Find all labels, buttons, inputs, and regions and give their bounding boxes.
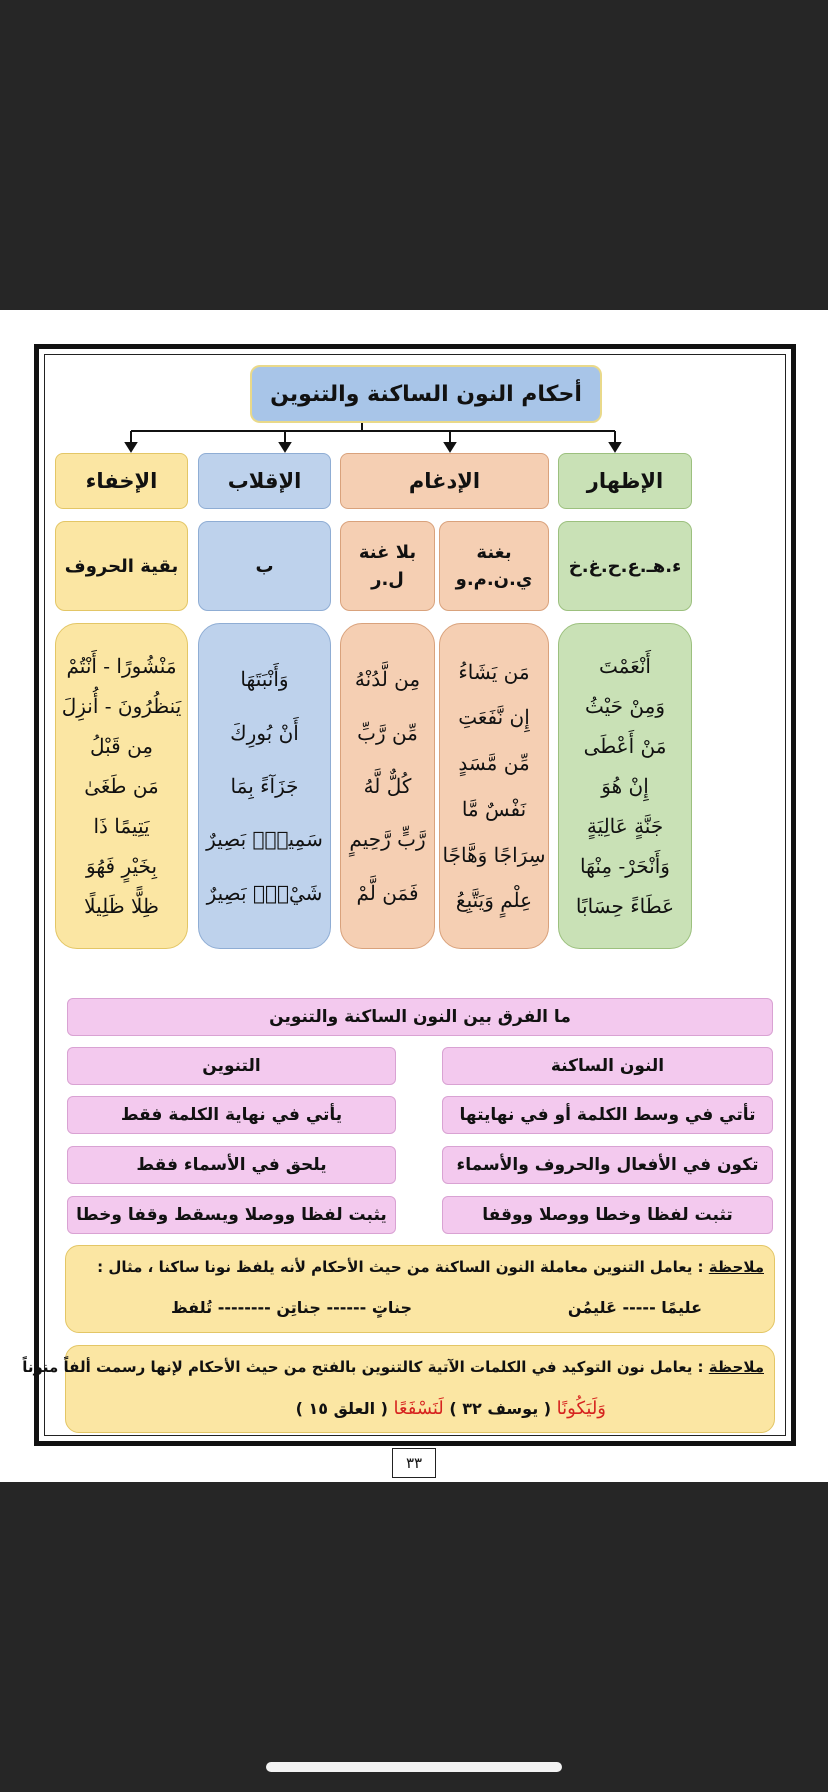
note-example-a: عليمًا ----- عَليمُن — [567, 1298, 702, 1317]
example-item: مَن طَغَىٰ — [84, 774, 159, 798]
example-item: جَنَّةٍ عَالِيَةٍ — [586, 814, 664, 838]
note-tag: ملاحظة — [708, 1258, 764, 1276]
tawkeed-ref-2: ( العلق ١٥ ) — [295, 1399, 388, 1418]
letters-izhar — [558, 521, 692, 611]
example-item: يَنظُرُونَ - أُنزِلَ — [61, 694, 182, 718]
letters-ikhfa — [55, 521, 188, 611]
document-page — [0, 310, 828, 1482]
noon-row: تكون في الأفعال والحروف والأسماء — [442, 1146, 773, 1184]
page-title: أحكام النون الساكنة والتنوين — [250, 365, 602, 423]
examples-idgham-without-ghunna — [340, 623, 435, 949]
example-item: وَمِنْ حَيْثُ — [585, 694, 665, 718]
note-noon-tawkeed — [22, 1345, 775, 1433]
example-item: رَّبٍّ رَّحِيمٍ — [349, 827, 426, 852]
note-example-line — [296, 1398, 606, 1419]
example-item: أَنْ بُورِكَ — [230, 720, 299, 745]
difference-heading: ما الفرق بين النون الساكنة والتنوين — [67, 998, 773, 1036]
tanween-column-header: التنوين — [67, 1047, 396, 1085]
example-item: مِّن مَّسَدٍ — [458, 751, 530, 776]
example-item: كُلٌّ لَّهُ — [363, 773, 412, 798]
note-tanween-line — [97, 1258, 764, 1276]
example-item: ظِلًّا ظَلِيلًا — [84, 894, 159, 918]
example-item: مِّن رَّبِّ — [357, 720, 418, 745]
example-item: مَنْ أَعْطَى — [583, 734, 667, 758]
idgham-with-ghunna-letters: ي.ن.م.و — [455, 569, 533, 590]
page-number: ٣٣ — [392, 1448, 436, 1478]
tanween-row: يأتي في نهاية الكلمة فقط — [67, 1096, 396, 1134]
page-frame — [22, 344, 796, 1446]
example-item: بِخَيْرٍ فَهُوَ — [86, 854, 158, 878]
example-item: سَمِيعٌۢ بَصِيرٌ — [206, 827, 323, 852]
note-example-b: جناتٍ ------ جناتِن -------- تُلفظ — [170, 1298, 412, 1317]
heading-ikhfa: الإخفاء — [55, 453, 188, 509]
example-item: عِلْمٍ وَيَتَّبِعُ — [455, 888, 533, 913]
idgham-with-ghunna-title: بغنة — [476, 542, 512, 563]
tanween-row: يثبت لفظا ووصلا ويسقط وقفا وخطا — [67, 1196, 396, 1234]
note-tawkeed-line — [22, 1358, 764, 1376]
example-item: إِن نَّفَعَتِ — [458, 705, 530, 730]
heading-idgham: الإدغام — [340, 453, 549, 509]
letters-idgham-without-ghunna — [340, 521, 435, 611]
letters-izhar-text: ء.هـ.ع.ح.غ.خ — [568, 555, 682, 577]
page-inner-frame — [22, 354, 786, 1436]
example-item: مَنْشُورًا - أَنْتُمْ — [66, 654, 177, 678]
example-item: وَأَنْبَتَهَا — [240, 667, 289, 692]
example-item: عَطَاءً حِسَابًا — [575, 894, 675, 918]
letters-ikhfa-text: بقية الحروف — [64, 555, 179, 577]
example-item: سِرَاجًا وَهَّاجًا — [442, 842, 546, 867]
example-item: مِن قَبْلُ — [89, 734, 154, 758]
home-indicator[interactable] — [266, 1762, 562, 1772]
examples-idgham-with-ghunna — [439, 623, 549, 949]
note-text: : يعامل التنوين معاملة النون الساكنة من حيث الأحكام لأنه يلفظ نونا ساكنا ، مثال : — [97, 1258, 704, 1276]
example-item: وَأَنْحَرْ- مِنْهَا — [580, 854, 670, 878]
noon-row: تأتي في وسط الكلمة أو في نهايتها — [442, 1096, 773, 1134]
examples-iqlab — [198, 623, 331, 949]
example-item: مِن لَّدُنْهُ — [354, 667, 421, 692]
example-item: فَمَن لَّمْ — [356, 880, 419, 905]
example-item: يَتِيمًا ذَا — [93, 814, 150, 838]
note-tag: ملاحظة — [708, 1358, 764, 1376]
heading-izhar: الإظهار — [558, 453, 692, 509]
example-item: نَفْسٌ مَّا — [461, 796, 527, 821]
letters-iqlab-text: ب — [255, 555, 274, 577]
example-item: مَن يَشَاءُ — [458, 659, 530, 684]
tanween-row: يلحق في الأسماء فقط — [67, 1146, 396, 1184]
idgham-without-ghunna-letters: ل.ر — [371, 569, 404, 590]
tawkeed-word-2: لَنَسْفَعًا — [393, 1398, 444, 1419]
note-tanween — [65, 1245, 775, 1333]
idgham-without-ghunna-title: بلا غنة — [358, 542, 417, 563]
noon-row: تثبت لفظا وخطا ووصلا ووقفا — [442, 1196, 773, 1234]
example-item: أَنْعَمْتَ — [599, 654, 651, 678]
example-item: إِنْ هُوَ — [601, 774, 649, 798]
examples-ikhfa — [55, 623, 188, 949]
example-item: شَيْءٍۢ بَصِيرٌ — [206, 880, 323, 905]
letters-idgham-with-ghunna — [439, 521, 549, 611]
heading-iqlab: الإقلاب — [198, 453, 331, 509]
letters-iqlab — [198, 521, 331, 611]
example-item: جَزَآءً بِمَا — [230, 773, 299, 798]
tawkeed-ref-1: ( يوسف ٣٢ ) — [449, 1399, 552, 1418]
examples-izhar — [558, 623, 692, 949]
note-text: : يعامل نون التوكيد في الكلمات الآتية كالتنوين بالفتح من حيث الأحكام لإنها رسمت ألفاً منوناً — [22, 1358, 704, 1376]
noon-column-header: النون الساكنة — [442, 1047, 773, 1085]
tawkeed-word-1: وَلَيَكُونًا — [556, 1398, 606, 1419]
